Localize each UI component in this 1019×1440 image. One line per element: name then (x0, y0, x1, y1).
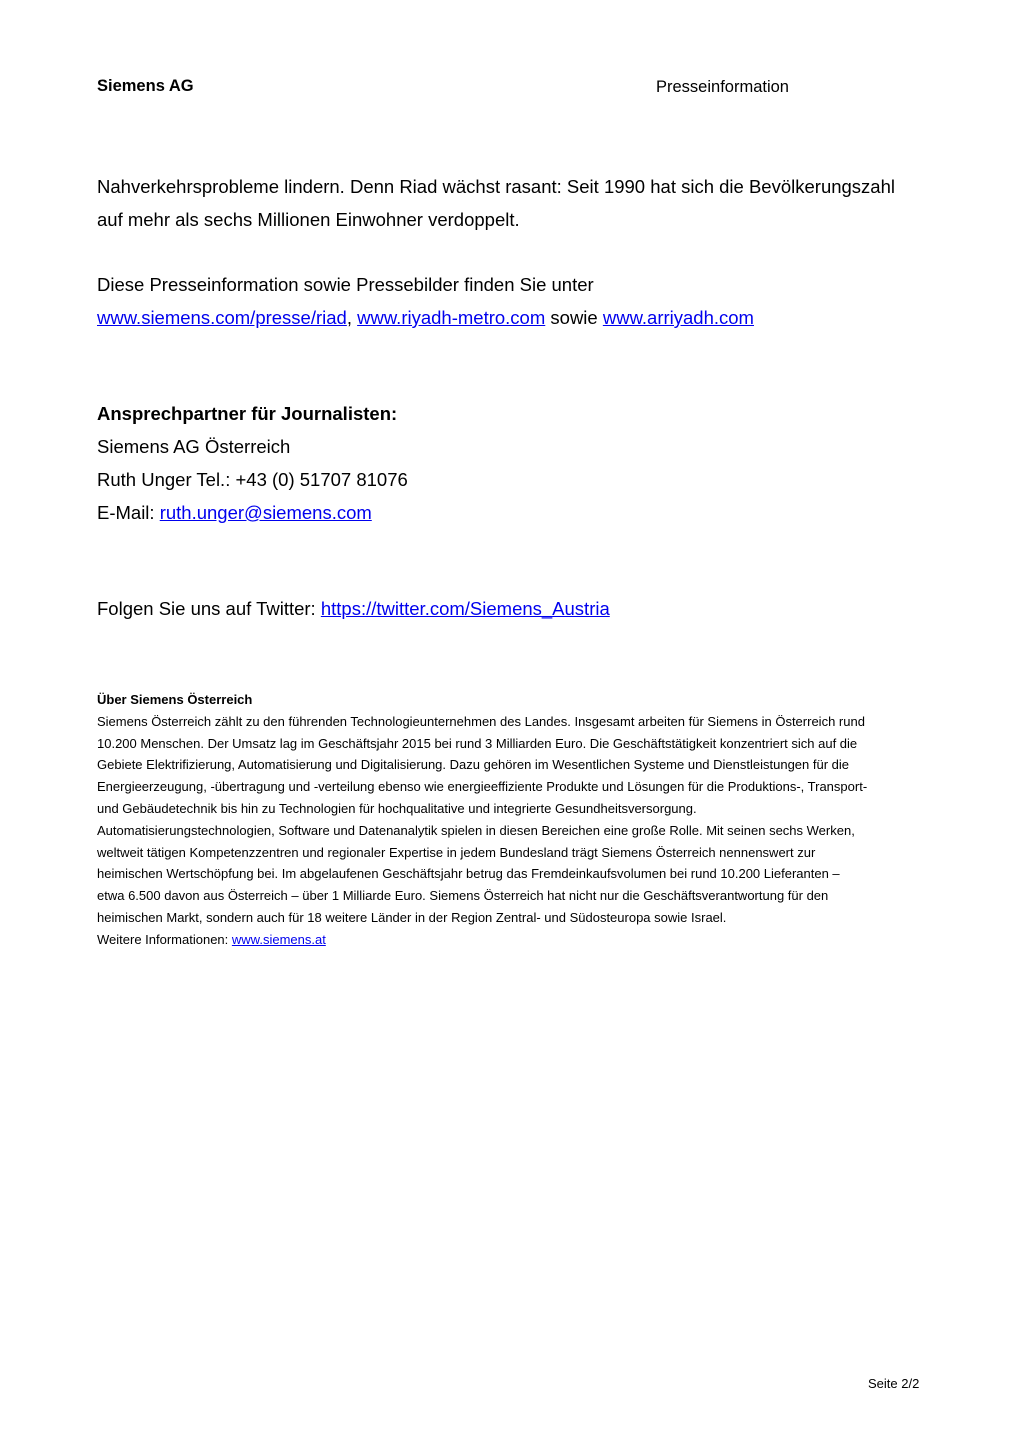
about-line: etwa 6.500 davon aus Österreich – über 1 Milliarde Euro. Siemens Österreich hat nicht nur die Geschäftsverantwortung für den (97, 888, 829, 904)
link-separator: , (346, 307, 358, 328)
twitter-link[interactable]: https://twitter.com/Siemens_Austria (320, 598, 610, 619)
links-line (97, 301, 754, 334)
email-label: E-Mail: (97, 502, 160, 523)
body-paragraph-2 (97, 268, 754, 334)
contact-organization: Siemens AG Österreich (97, 436, 291, 457)
about-line: weltweit tätigen Kompetenzzentren und regionaler Expertise in jedem Bundesland trägt Siemens Österreich nennenswert zur (97, 844, 816, 860)
siemens-at-link[interactable]: www.siemens.at (231, 931, 326, 947)
link-siemens-presse-riad[interactable]: www.siemens.com/presse/riad (97, 307, 347, 328)
link-separator: sowie (545, 307, 603, 328)
twitter-label: Folgen Sie uns auf Twitter: (97, 598, 321, 619)
contact-heading: Ansprechpartner für Journalisten: (97, 403, 398, 424)
about-heading: Über Siemens Österreich (97, 692, 253, 707)
email-link[interactable]: ruth.unger@siemens.com (159, 502, 372, 523)
about-line: Siemens Österreich zählt zu den führenden Technologieunternehmen des Landes. Insgesamt arbeiten für Siemens in Österreich rund (97, 713, 865, 729)
about-section (97, 689, 917, 951)
link-arriyadh[interactable]: www.arriyadh.com (602, 307, 754, 328)
about-line: und Gebäudetechnik bis hin zu Technologien für hochqualitative und integrierte Gesundheitsversorgung. (97, 800, 697, 816)
body-paragraph-1 (97, 170, 895, 236)
document-type-label: Presseinformation (656, 78, 789, 96)
contact-email-line (97, 496, 408, 529)
paragraph-line: Diese Presseinformation sowie Pressebilder finden Sie unter (97, 274, 594, 295)
paragraph-line: Nahverkehrsprobleme lindern. Denn Riad wächst rasant: Seit 1990 hat sich die Bevölkerungszahl (97, 176, 895, 197)
page-number: Seite 2/2 (868, 1376, 920, 1391)
twitter-line (97, 592, 610, 625)
contact-person-phone: Ruth Unger Tel.: +43 (0) 51707 81076 (97, 469, 408, 490)
more-info-label: Weitere Informationen: (97, 931, 232, 947)
about-line: Gebiete Elektrifizierung, Automatisierung und Digitalisierung. Dazu gehören im Wesentlichen Systeme und Dienstleistungen für die (97, 757, 850, 773)
company-name: Siemens AG (97, 77, 194, 95)
about-line: Automatisierungstechnologien, Software und Datenanalytik spielen in diesen Bereichen eine große Rolle. Mit seinen sechs Werken, (97, 822, 855, 838)
about-line: heimischen Markt, sondern auch für 18 weitere Länder in der Region Zentral- und Südosteuropa sowie Israel. (97, 909, 727, 925)
about-line: Energieerzeugung, -übertragung und -verteilung ebenso wie energieeffiziente Produkte und Lösungen für die Produktions-, Transport- (97, 779, 868, 795)
about-line: heimischen Wertschöpfung bei. Im abgelaufenen Geschäftsjahr betrug das Fremdeinkaufsvolumen bei rund 10.200 Lieferanten – (97, 866, 840, 882)
paragraph-line: auf mehr als sechs Millionen Einwohner verdoppelt. (97, 209, 520, 230)
about-line: 10.200 Menschen. Der Umsatz lag im Geschäftsjahr 2015 bei rund 3 Milliarden Euro. Die Geschäftstätigkeit konzentriert sich auf die (97, 735, 858, 751)
more-info-line (97, 929, 917, 951)
press-contact (97, 397, 408, 529)
link-riyadh-metro[interactable]: www.riyadh-metro.com (357, 307, 546, 328)
